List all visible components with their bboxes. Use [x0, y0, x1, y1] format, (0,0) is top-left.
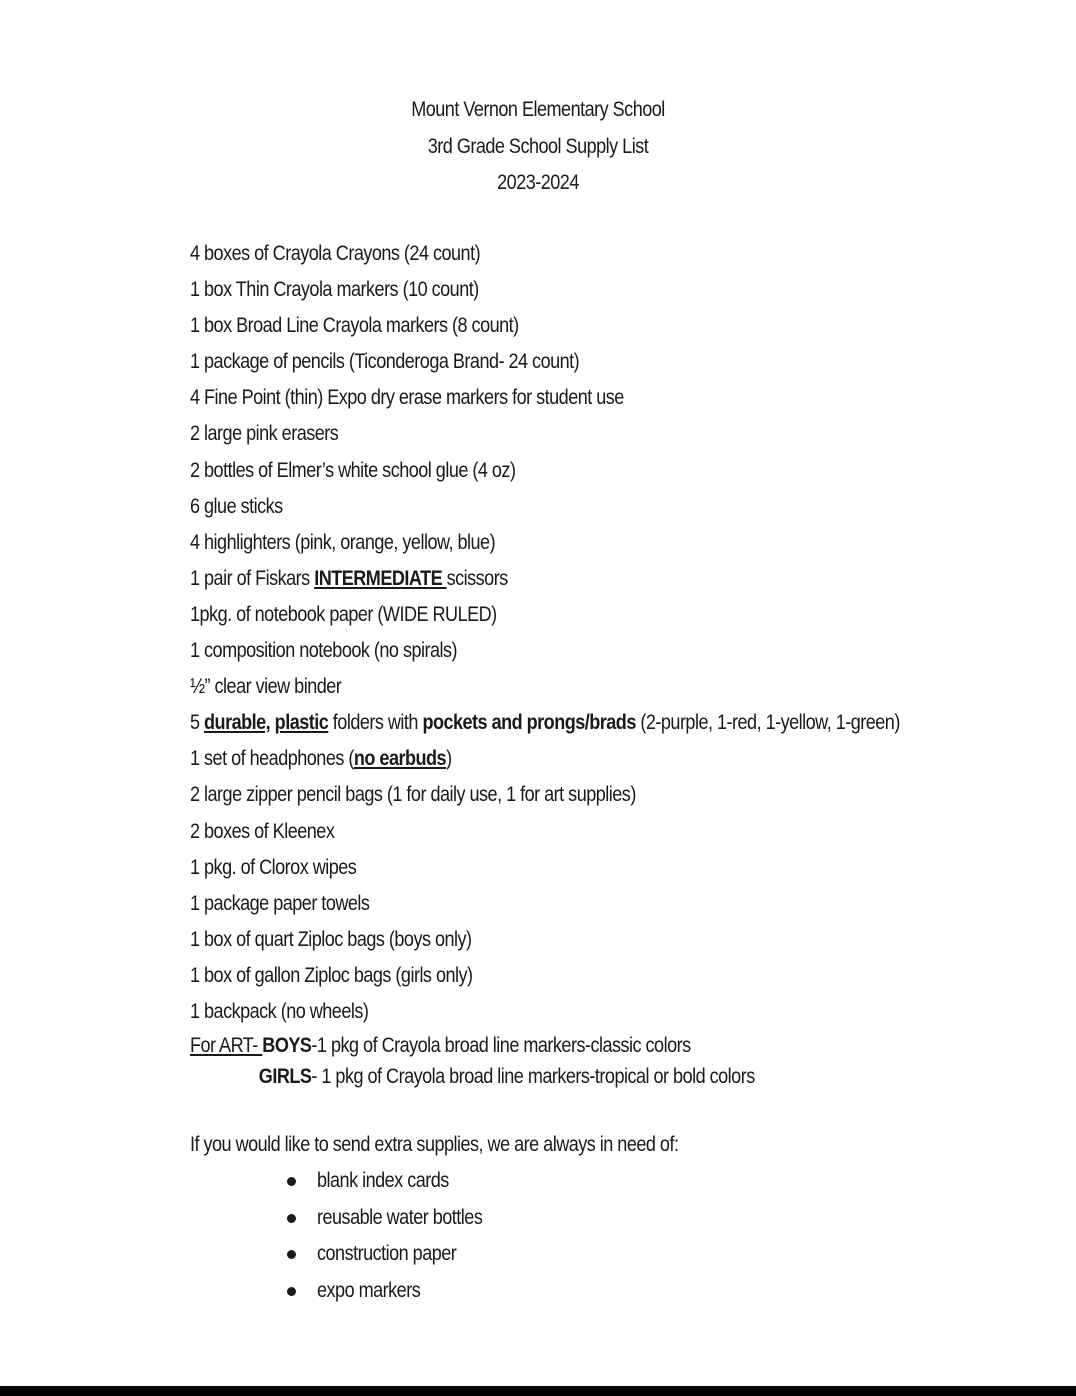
supply-item: 1 box of gallon Ziploc bags (girls only) [190, 963, 473, 987]
folders-pockets: pockets and prongs/brads [422, 711, 636, 735]
bullet-icon [287, 1287, 296, 1296]
extras-item-text: expo markers [317, 1278, 421, 1302]
supply-item: 1 box Thin Crayola markers (10 count) [190, 278, 479, 302]
folders-plastic: plastic [274, 711, 329, 735]
supply-list [190, 236, 1050, 1030]
art-boys-text: -1 pkg of Crayola broad line markers-classic colors [311, 1034, 691, 1057]
supply-item: 2 large pink erasers [190, 422, 339, 446]
extras-item-text: construction paper [317, 1242, 457, 1265]
supply-item: 1 composition notebook (no spirals) [190, 639, 458, 663]
supply-item: 4 Fine Point (thin) Expo dry erase markers for student use [190, 386, 624, 410]
folders-middle: folders with [328, 711, 423, 735]
supply-item: 6 glue sticks [190, 494, 283, 518]
extras-item-text: reusable water bottles [317, 1205, 483, 1229]
school-name: Mount Vernon Elementary School [411, 98, 665, 121]
art-girls-line [190, 1061, 930, 1092]
art-girls-label: GIRLS [258, 1065, 312, 1088]
extras-list [284, 1163, 509, 1309]
art-label: For ART- [190, 1034, 263, 1057]
school-year: 2023-2024 [497, 171, 579, 194]
supply-item: 2 boxes of Kleenex [190, 819, 335, 843]
bullet-icon [287, 1214, 296, 1223]
supply-item-folders [190, 705, 930, 741]
list-title: 3rd Grade School Supply List [427, 134, 649, 158]
supply-item: 2 large zipper pencil bags (1 for daily use, 1 for art supplies) [190, 783, 636, 807]
extras-item-text: blank index cards [317, 1169, 449, 1192]
supply-item: 2 bottles of Elmer’s white school glue (4 oz) [190, 458, 516, 482]
supply-item: 1 package paper towels [190, 891, 370, 915]
art-girls-text: - 1 pkg of Crayola broad line markers-tropical or bold colors [311, 1065, 755, 1088]
scissors-text: 1 pair of Fiskars [190, 566, 315, 590]
headphones-text: 1 set of headphones ( [190, 747, 354, 771]
headphones-emphasis: no earbuds [353, 747, 447, 771]
document-header [0, 92, 1076, 202]
folders-durable: durable, [204, 711, 271, 735]
scissors-emphasis: INTERMEDIATE [314, 566, 447, 590]
supply-item: 4 boxes of Crayola Crayons (24 count) [190, 242, 481, 265]
bottom-edge-bar [0, 1386, 1076, 1396]
extras-item [284, 1273, 509, 1310]
art-section [190, 1030, 1050, 1092]
extras-intro: If you would like to send extra supplies, we are always in need of: [190, 1133, 679, 1156]
scissors-text-end: scissors [446, 566, 508, 590]
supply-item-headphones [190, 741, 930, 777]
supply-item: 4 highlighters (pink, orange, yellow, blue) [190, 530, 496, 554]
bullet-icon [287, 1177, 296, 1186]
supply-item-scissors [190, 561, 930, 597]
extras-item [284, 1200, 509, 1237]
headphones-text-end: ) [446, 747, 452, 771]
supply-item: 1 pkg. of Clorox wipes [190, 855, 357, 879]
art-boys-label: BOYS [262, 1034, 312, 1057]
supply-item: 1 backpack (no wheels) [190, 999, 369, 1023]
extras-item [284, 1236, 509, 1273]
supply-item: 1 box Broad Line Crayola markers (8 count) [190, 314, 519, 338]
supply-item: 1pkg. of notebook paper (WIDE RULED) [190, 602, 497, 626]
supply-item: 1 box of quart Ziploc bags (boys only) [190, 927, 472, 951]
supply-item: 1 package of pencils (Ticonderoga Brand- 24 count) [190, 350, 580, 374]
folders-count: 5 [190, 711, 205, 735]
bullet-icon [287, 1250, 296, 1259]
extras-item [284, 1163, 509, 1200]
folders-colors: (2-purple, 1-red, 1-yellow, 1-green) [635, 711, 900, 735]
supply-item: ½” clear view binder [190, 675, 342, 699]
art-boys-line [190, 1030, 930, 1061]
